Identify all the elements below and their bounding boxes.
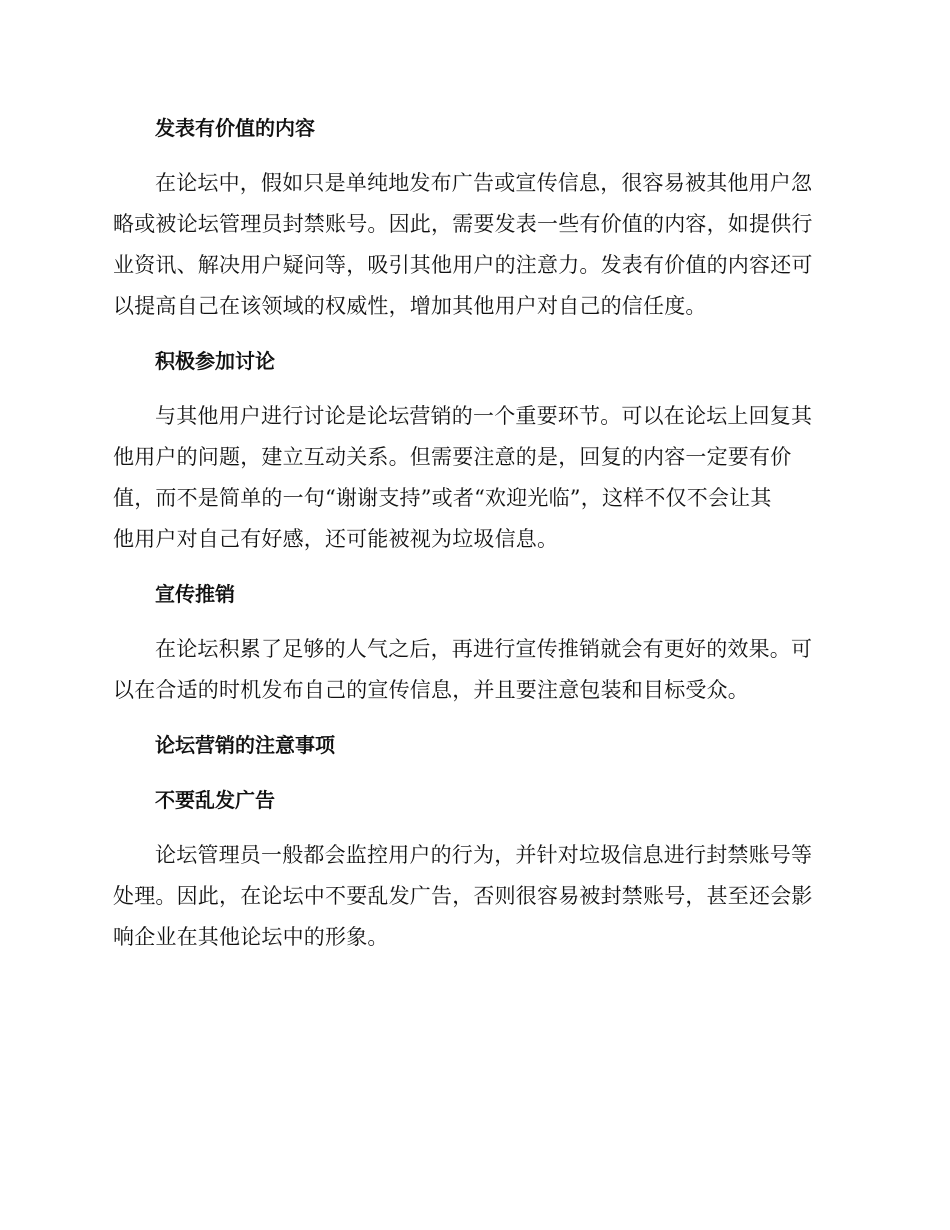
paragraph-line: 他用户的问题，建立互动关系。但需要注意的是，回复的内容一定要有价 xyxy=(113,445,792,469)
paragraph-line: 值，而不是简单的一句“谢谢支持”或者“欢迎光临”，这样不仅不会让其 xyxy=(113,486,772,510)
paragraph-join-discussion xyxy=(113,396,833,560)
paragraph-no-spam-ads xyxy=(113,835,833,958)
paragraph-line: 在论坛积累了足够的人气之后，再进行宣传推销就会有更好的效果。可 xyxy=(155,637,813,661)
paragraph-line: 响企业在其他论坛中的形象。 xyxy=(113,925,389,949)
paragraph-promotion xyxy=(113,629,833,711)
paragraph-line: 处理。因此，在论坛中不要乱发广告，否则很容易被封禁账号，甚至还会影 xyxy=(113,884,813,908)
section-heading-promotion: 宣传推销 xyxy=(155,582,235,606)
section-heading-join-discussion: 积极参加讨论 xyxy=(155,349,275,373)
paragraph-line: 他用户对自己有好感，还可能被视为垃圾信息。 xyxy=(113,527,559,551)
paragraph-line: 在论坛中，假如只是单纯地发布广告或宣传信息，很容易被其他用户忽 xyxy=(155,171,813,195)
section-heading-no-spam-ads: 不要乱发广告 xyxy=(155,788,275,812)
paragraph-line: 业资讯、解决用户疑问等，吸引其他用户的注意力。发表有价值的内容还可 xyxy=(113,253,813,277)
section-heading-valuable-content: 发表有价值的内容 xyxy=(155,116,315,140)
section-heading-precautions: 论坛营销的注意事项 xyxy=(155,733,335,757)
paragraph-line: 以提高自己在该领域的权威性，增加其他用户对自己的信任度。 xyxy=(113,294,707,318)
paragraph-valuable-content xyxy=(113,163,833,327)
paragraph-line: 以在合适的时机发布自己的宣传信息，并且要注意包装和目标受众。 xyxy=(113,678,749,702)
paragraph-line: 论坛管理员一般都会监控用户的行为，并针对垃圾信息进行封禁账号等 xyxy=(155,843,813,867)
document-body xyxy=(113,108,833,972)
paragraph-line: 略或被论坛管理员封禁账号。因此，需要发表一些有价值的内容，如提供行 xyxy=(113,212,813,236)
paragraph-line: 与其他用户进行讨论是论坛营销的一个重要环节。可以在论坛上回复其 xyxy=(155,404,813,428)
